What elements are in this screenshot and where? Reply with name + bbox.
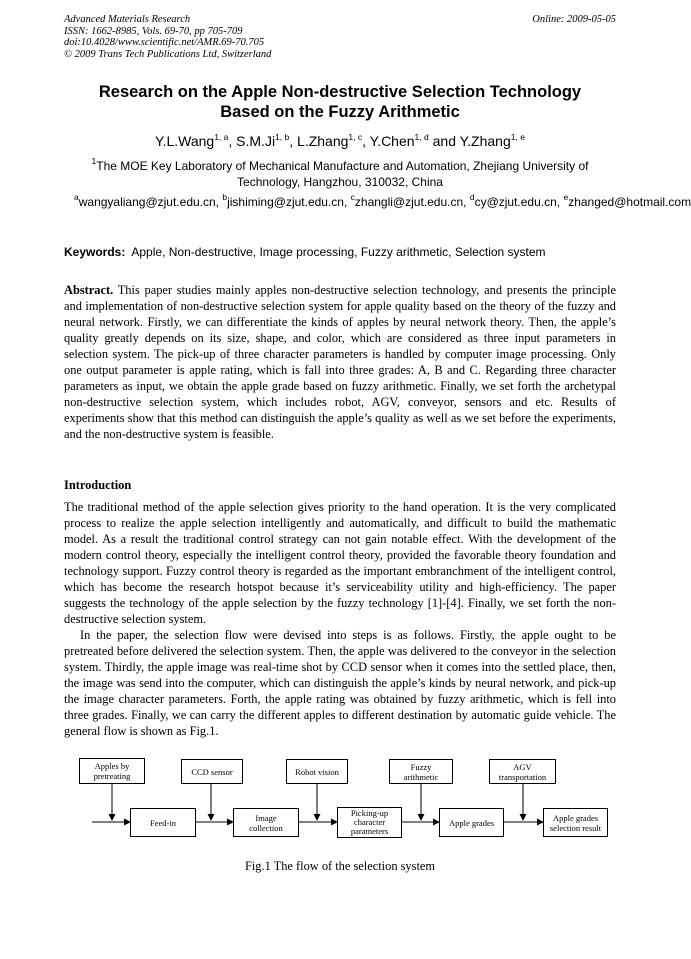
email-address[interactable]: jishiming@zjut.edu.cn	[227, 195, 344, 209]
box-image-collection: Image collection	[233, 808, 299, 837]
box-feed-in: Feed-in	[130, 808, 196, 837]
figure-caption: Fig.1 The flow of the selection system	[244, 859, 436, 873]
email-address[interactable]: zhangli@zjut.edu.cn	[354, 195, 464, 209]
copyright-line: © 2009 Trans Tech Publications Ltd, Switzerland	[64, 48, 272, 60]
author-name: S.M.Ji	[236, 133, 276, 149]
online-date: Online: 2009-05-05	[532, 14, 616, 25]
author-separator: ,	[362, 133, 370, 149]
abstract-label: Abstract.	[64, 283, 114, 297]
introduction-heading: Introduction	[64, 478, 132, 492]
doi-line: doi:10.4028/www.scientific.net/AMR.69-70.705	[64, 37, 265, 48]
email-marker: c	[350, 192, 355, 202]
abstract-text: This paper studies mainly apples non-destructive selection technology, and presents the principle and implementation of non-destructive selection system for apple quality based on the theory of the fuzzy and neural network. Firstly, we can differentiate the kinds of apples by neural network theory. Then, the apple’s quality greatly depends on its size, shape, and color, which are considered as three input parameters in selection system. The pick-up of three character parameters is handled by computer image processing. Only one output parameter is apple rating, which is fall into three grades: A, B and C. Regarding three character parameters as input, we obtain the apple grade based on fuzzy arithmetic. Finally, we set forth the archetypal non-destructive selection system, which includes robot, AGV, conveyor, sensors and etc. Results of experiments show that this method can distinguish the apple’s quality as well as we set before the experiments, and the non-destructive system is feasible.	[64, 283, 617, 441]
author-affiliation-marker: 1, b	[275, 132, 290, 142]
box-apples-by-pretreating: Apples by pretreating	[79, 758, 145, 784]
email-marker: b	[222, 192, 228, 202]
author-separator: ,	[289, 133, 298, 149]
author-affiliation-marker: 1, a	[214, 132, 229, 142]
introduction-paragraph-2: In the paper, the selection flow were devised into steps is as follows. Firstly, the apple ought to be pretreated before delivered the selection system. Then, the apple was delivered to the conveyor in the selection system. Thirdly, the apple image was real-time shot by CCD sensor when it comes into the settled place, then, the image was send into the computer, which can distinguish the apple’s kinds by neural network, and pick-up the image character parameters. Forth, the apple rating was obtained by fuzzy arithmetic, which is fell into three grades. Finally, we can carry the different apples to different destination by automatic guide vehicle. The general flow is shown as Fig.1.	[64, 628, 616, 738]
email-address[interactable]: cy@zjut.edu.cn	[474, 195, 557, 209]
email-marker: e	[563, 192, 569, 202]
author-name: Y.Zhang	[459, 133, 511, 149]
box-apple-grades: Apple grades	[439, 808, 504, 837]
title-line-2: Based on the Fuzzy Arithmetic	[220, 103, 460, 121]
email-address[interactable]: zhanged@hotmail.com	[568, 195, 691, 209]
email-separator: ,	[215, 195, 223, 209]
author-affiliation-marker: 1, c	[348, 132, 363, 142]
title-line-1: Research on the Apple Non-destructive Selection Technology	[98, 83, 582, 101]
author-name: Y.Chen	[369, 133, 415, 149]
email-address[interactable]: wangyaliang@zjut.edu.cn	[78, 195, 216, 209]
issn-line: ISSN: 1662-8985, Vols. 69-70, pp 705-709	[64, 25, 243, 37]
author-name: Y.L.Wang	[155, 133, 215, 149]
introduction-paragraph-1: The traditional method of the apple selection gives priority to the hand operation. It is the very complicated process to realize the apple selection intelligently and automatically, and difficult to build the mathematic model. As a result the traditional control strategy can not gain notable effect. With the development of the modern control theory, especially the intelligent control theory, provided the favorable theory foundation and technology support. Fuzzy control theory is regarded as the important embranchment of the intelligent control, which has become the research hotspot because it’s serviceability utility and high-efficiency. The paper suggests the technology of the apple selection by the fuzzy technology [1]-[4]. Finally, we set forth the non-destructive selection system.	[64, 500, 616, 626]
box-selection-result: Apple grades selection result	[543, 808, 608, 837]
box-picking-up-parameters: Picking-up character parameters	[337, 807, 402, 838]
box-agv-transportation: AGV transportation	[489, 759, 556, 784]
author-affiliation-marker: 1, d	[414, 132, 429, 142]
box-robot-vision: Robot vision	[286, 759, 348, 784]
box-ccd-sensor: CCD sensor	[181, 759, 243, 784]
author-affiliation-marker: 1, e	[510, 132, 525, 142]
email-separator: ,	[463, 195, 470, 209]
author-name: L.Zhang	[297, 133, 349, 149]
email-marker: a	[74, 192, 79, 202]
author-separator: ,	[228, 133, 237, 149]
email-marker: d	[469, 192, 475, 202]
email-separator: ,	[556, 195, 564, 209]
author-separator: and	[428, 133, 460, 149]
keywords-text: Apple, Non-destructive, Image processing, Fuzzy arithmetic, Selection system	[131, 245, 546, 259]
email-separator: ,	[343, 195, 351, 209]
box-fuzzy-arithmetic: Fuzzy arithmetic	[389, 759, 453, 784]
journal-name: Advanced Materials Research	[64, 14, 191, 25]
affiliation-text: The MOE Key Laboratory of Mechanical Manufacture and Automation, Zhejiang University of Technology, Hangzhou, 310032, China	[96, 159, 589, 189]
keywords-label: Keywords:	[64, 245, 126, 259]
affiliation-marker: 1	[91, 156, 97, 166]
